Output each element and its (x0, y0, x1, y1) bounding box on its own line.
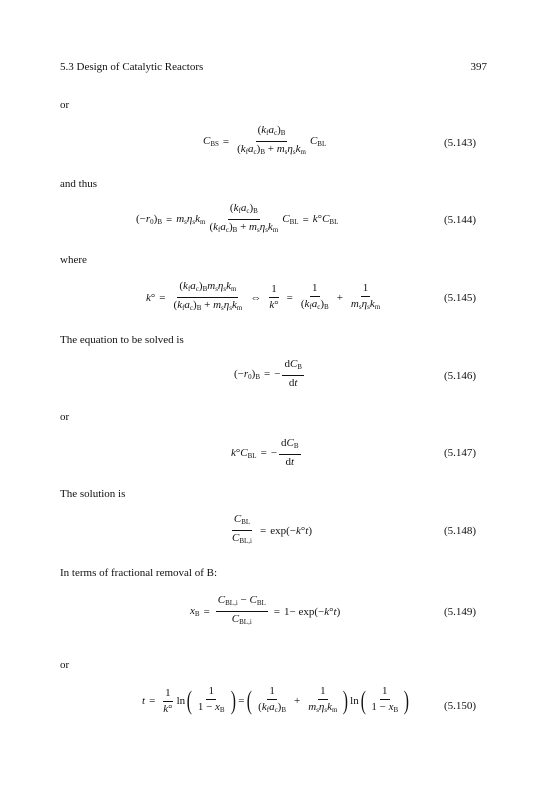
equation-5-148: $\frac{C_{BL}}{C_{BL,i}}$ = exp(−k°t) (232, 513, 312, 545)
equation-number-5-146: (5.146) (444, 370, 477, 382)
text-solution-is: The solution is (60, 488, 126, 500)
equation-number-5-143: (5.143) (444, 137, 477, 149)
text-or: or (60, 99, 70, 111)
text-or-3: or (60, 659, 70, 671)
text-and-thus: and thus (60, 178, 97, 190)
equation-number-5-150: (5.150) (444, 700, 477, 712)
page-number: 397 (470, 61, 487, 73)
equation-number-5-145: (5.145) (444, 292, 477, 304)
text-where: where (60, 254, 87, 266)
equation-number-5-147: (5.147) (444, 447, 477, 459)
equation-5-146: $(-r_0)_B$ = − $\frac{dC_B}{dt}$ (234, 358, 302, 389)
equation-5-147: $k^\circ C_{BL}$ = − $\frac{dC_B}{dt}$ (231, 437, 299, 468)
equation-5-150: t = $\frac{1}{k^\circ}$ ln ( $\frac{1}{1 - x_B}$ ) = ( $\frac{1}{(k_fa_c)_B}$ + $\frac{1}{m_s\eta_sk_m}$ ) ln ( $\frac{1}{1 - x_B}$ ) (142, 685, 410, 715)
text-fractional-removal: In terms of fractional removal of B: (60, 567, 218, 579)
text-or-2: or (60, 411, 70, 423)
text-equation-intro: The equation to be solved is (60, 334, 184, 346)
equation-5-149: $x_B$ = $\frac{C_{BL,i} - C_{BL}}{C_{BL,i}}$ = 1− exp(−k°t) (190, 594, 341, 626)
equation-number-5-148: (5.148) (444, 525, 477, 537)
equation-number-5-149: (5.149) (444, 606, 477, 618)
equation-5-144: $(-r_0)_B$ = $m_s\eta_sk_m$ $\frac{(k_fa_c)_B}{(k_fa_c)_B + m_s\eta_sk_m}$ $C_{BL}$ = $k^\circ C_{BL}$ (136, 202, 339, 234)
equation-number-5-144: (5.144) (444, 214, 477, 226)
equation-5-145: k° = $\frac{(k_fa_c)_Bm_s\eta_sk_m}{(k_fa_c)_B + m_s\eta_sk_m}$ ⇔ $\frac{1}{k^\circ}$ = $\frac{1}{(k_fa_c)_B}$ + $\frac{1}{m_s\eta_sk_m}$ (146, 280, 381, 312)
equation-5-143: $C_{BS}$ = $\frac{(k_fa_c)_B}{(k_fa_c)_B + m_s\eta_sk_m}$ $C_{BL}$ (203, 124, 327, 156)
running-header-section: 5.3 Design of Catalytic Reactors (60, 61, 204, 73)
